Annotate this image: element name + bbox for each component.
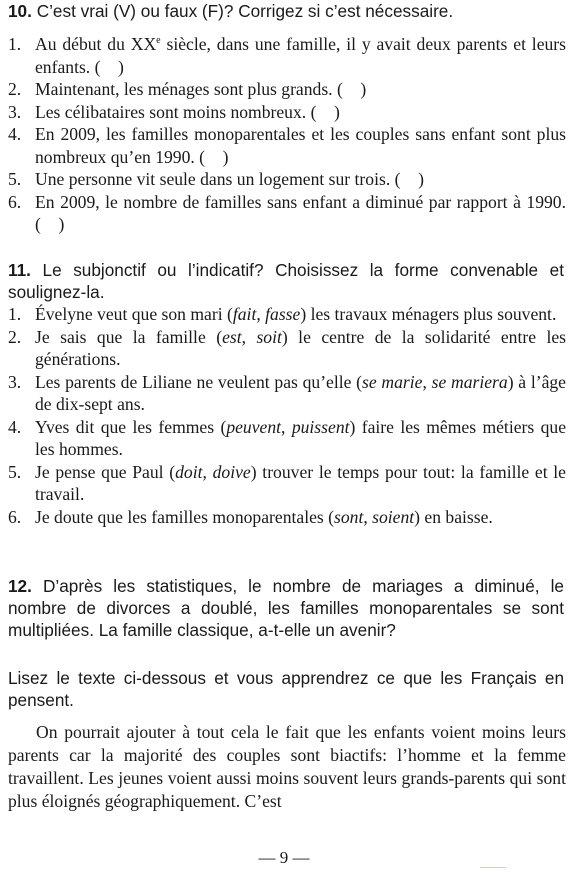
exercise-instruction: C’est vrai (V) ou faux (F)? Corrigez si c’est nécessaire. bbox=[36, 1, 454, 21]
item-number: 6. bbox=[8, 191, 22, 212]
item-text: ) le centre de la solidarité entre les générations. bbox=[35, 326, 566, 369]
option-b[interactable]: soit bbox=[256, 326, 282, 347]
separator: , bbox=[241, 326, 257, 347]
list-item bbox=[8, 371, 566, 416]
list-item bbox=[8, 326, 566, 371]
item-number: 2. bbox=[8, 326, 22, 347]
item-text: En 2009, les familles monoparentales et les couples sans enfant sont plus nombreux qu’en 1990. ( ) bbox=[35, 124, 566, 167]
item-text: Je doute que les familles monoparentales ( bbox=[35, 506, 334, 527]
separator: , bbox=[202, 461, 213, 482]
item-text: En 2009, le nombre de familles sans enfant a diminué par rapport à 1990. ( ) bbox=[35, 191, 566, 234]
reading-paragraph: On pourrait ajouter à tout cela le fait que les enfants voient moins leurs parents car la majorité des couples sont biactifs: l’homme et la femme travaillent. Les jeunes voient aussi moins souvent leurs grands-parents qui sont plus éloignés géographiquement. C’est bbox=[8, 722, 566, 811]
option-b[interactable]: fasse bbox=[265, 304, 301, 324]
list-item bbox=[8, 168, 566, 191]
item-text: siècle, dans une famille, il y avait deux parents et leurs enfants. ( ) bbox=[35, 34, 567, 77]
exercise-number: 11. bbox=[8, 260, 31, 280]
option-a[interactable]: se marie bbox=[362, 371, 423, 392]
item-text: Les célibataires sont moins nombreux. ( ) bbox=[35, 101, 340, 122]
item-text: Au début du XX bbox=[35, 34, 157, 54]
item-text: Évelyne veut que son mari ( bbox=[35, 304, 233, 324]
separator: , bbox=[422, 371, 432, 392]
item-text: Yves dit que les femmes ( bbox=[35, 416, 227, 437]
exercise-number: 12. bbox=[8, 576, 32, 596]
exercise-12-subinstruction: Lisez le texte ci-dessous et vous apprendrez ce que les Français en pensent. bbox=[8, 668, 564, 710]
item-text: Les parents de Liliane ne veulent pas qu’elle ( bbox=[35, 371, 363, 392]
item-text: ) faire les mêmes métiers que les hommes. bbox=[35, 416, 566, 459]
list-item bbox=[8, 506, 566, 529]
option-b[interactable]: puissent bbox=[291, 416, 350, 437]
item-text: Je pense que Paul ( bbox=[35, 461, 176, 482]
item-number: 1. bbox=[8, 34, 22, 54]
list-item bbox=[8, 123, 566, 168]
item-number: 4. bbox=[8, 416, 22, 437]
scan-mark bbox=[480, 867, 506, 868]
separator: , bbox=[281, 416, 292, 437]
separator: , bbox=[363, 506, 373, 527]
item-text: ) à l’âge de dix-sept ans. bbox=[35, 371, 566, 414]
option-b[interactable]: doive bbox=[212, 461, 251, 482]
item-text: Une personne vit seule dans un logement sur trois. ( ) bbox=[35, 169, 424, 189]
option-a[interactable]: doit bbox=[175, 461, 203, 482]
item-text: Je sais que la famille ( bbox=[35, 326, 223, 347]
list-item bbox=[8, 416, 566, 461]
list-item bbox=[8, 303, 566, 326]
item-number: 1. bbox=[8, 304, 22, 324]
option-a[interactable]: fait bbox=[232, 304, 257, 324]
list-item bbox=[8, 101, 566, 124]
exercise-instruction: Le subjonctif ou l’indicatif? Choisissez la forme convenable et soulignez-la. bbox=[8, 260, 564, 302]
list-item bbox=[8, 33, 566, 78]
list-item bbox=[8, 78, 566, 101]
exercise-10-list bbox=[8, 33, 566, 236]
item-text: ) trouver le temps pour tout: la famille et le travail. bbox=[35, 461, 566, 504]
exercise-10-heading bbox=[8, 0, 564, 22]
page-number: — 9 — bbox=[258, 848, 310, 867]
item-number: 2. bbox=[8, 79, 22, 99]
list-item bbox=[8, 191, 566, 236]
exercise-number: 10. bbox=[8, 1, 32, 21]
item-number: 3. bbox=[8, 101, 22, 122]
option-a[interactable]: est bbox=[222, 326, 242, 347]
separator: , bbox=[256, 304, 266, 324]
exercise-instruction: D’après les statistiques, le nombre de mariages a diminué, le nombre de divorces a doublé, les familles monoparentales se sont multipliées. La famille classique, a-t-elle un avenir? bbox=[8, 576, 564, 640]
list-item bbox=[8, 461, 566, 506]
item-number: 4. bbox=[8, 124, 22, 144]
option-a[interactable]: sont bbox=[334, 506, 364, 527]
exercise-11-list bbox=[8, 303, 566, 528]
item-text: Maintenant, les ménages sont plus grands. ( ) bbox=[35, 79, 367, 99]
item-text: ) les travaux ménagers plus souvent. bbox=[300, 304, 557, 324]
option-b[interactable]: se mariera bbox=[431, 371, 508, 392]
item-number: 5. bbox=[8, 461, 22, 482]
item-text: ) en baisse. bbox=[414, 506, 493, 527]
option-b[interactable]: soient bbox=[372, 506, 415, 527]
exercise-11-heading bbox=[8, 259, 564, 303]
superscript: e bbox=[156, 35, 161, 47]
item-number: 5. bbox=[8, 169, 22, 189]
item-number: 3. bbox=[8, 371, 22, 392]
option-a[interactable]: peuvent bbox=[226, 416, 282, 437]
exercise-12-heading bbox=[8, 575, 564, 641]
item-number: 6. bbox=[8, 506, 22, 527]
